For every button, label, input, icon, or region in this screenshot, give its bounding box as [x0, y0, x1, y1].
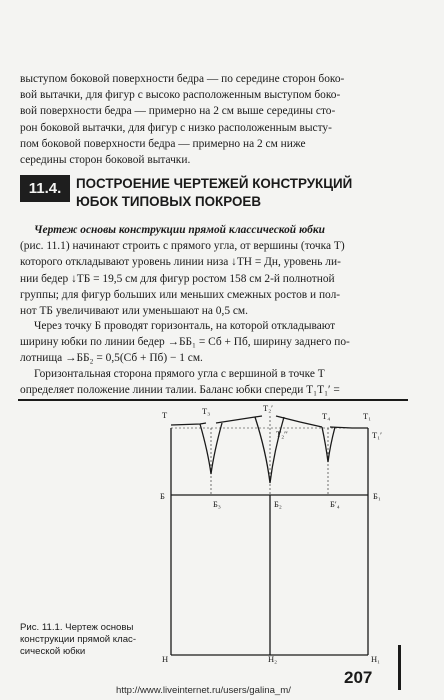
text-line: лотнища →ББ₂ = 0,5(Сб + Пб) − 1 см. — [20, 352, 203, 365]
text-line: вой вытачки, для фигур с высоко расположенным выступом боко- — [20, 89, 341, 102]
text-line: Горизонтальная сторона прямого угла с вершиной в точке Т — [34, 368, 325, 380]
label-T3: Т₃ — [202, 406, 211, 416]
text-line: которого откладывают уровень линии низа ↓ТН = Дн, уровень ли- — [20, 256, 341, 269]
front-dart — [322, 427, 335, 462]
text-line: группы; для фигур больших или меньших смежных ростов и пол- — [20, 288, 341, 301]
label-H2: Н₂ — [268, 654, 278, 664]
section-number: 11.4. — [20, 175, 70, 202]
text-line: нии бедер ↓ТБ = 19,5 см для фигур ростом 158 см 2-й полнотной — [20, 272, 335, 285]
caption-line: Рис. 11.1. Чертеж основы — [20, 622, 134, 633]
side-dart — [255, 417, 284, 483]
caption-line: сической юбки — [20, 646, 86, 657]
figure-caption — [20, 622, 160, 658]
text-line: пом боковой поверхности бедра — примерно на 2 см ниже — [20, 137, 306, 150]
text-line: рон боковой вытачки, для фигур с низко расположенным высту- — [20, 121, 332, 134]
label-B: Б — [160, 491, 165, 501]
page-number: 207 — [344, 668, 373, 687]
text-line: Через точку Б проводят горизонталь, на которой откладывают — [34, 320, 336, 332]
text-line: ширину юбки по линии бедер →ББ₁ = Сб + Пб, ширину заднего по- — [20, 336, 350, 349]
section-title-line: ПОСТРОЕНИЕ ЧЕРТЕЖЕЙ КОНСТРУКЦИЙ — [76, 176, 353, 191]
label-B2: Б₂ — [274, 499, 282, 509]
caption-line: конструкции прямой клас- — [20, 634, 137, 645]
label-B4prime: Б′₄ — [330, 499, 340, 509]
text-line: (рис. 11.1) начинают строить с прямого угла, от вершины (точка Т) — [20, 240, 345, 253]
source-watermark-url: http://www.liveinternet.ru/users/galina_m/ — [116, 685, 291, 696]
section-title-line: ЮБОК ТИПОВЫХ ПОКРОЕВ — [76, 194, 262, 209]
label-B1: Б₁ — [373, 491, 381, 501]
label-T1prime: Т₁′ — [372, 430, 383, 440]
text-line: середины сторон боковой вытачки. — [20, 154, 191, 167]
label-T2doubleprime: Т₂′′ — [276, 429, 288, 439]
label-T4: Т₄ — [322, 411, 331, 421]
label-T2prime: Т₂′ — [263, 403, 274, 413]
label-B3: Б₃ — [213, 499, 221, 509]
text-line: выступом боковой поверхности бедра — по середине сторон боко- — [20, 73, 345, 85]
page-marker-bar — [398, 645, 401, 690]
text-line: нот ТБ увеличивают или уменьшают на 0,5 см. — [20, 305, 248, 318]
text-line: определяет положение линии талии. Баланс юбки спереди Т₁Т₁′ = — [20, 384, 340, 397]
text-line: вой поверхности бедра — примерно на 2 см выше середины сто- — [20, 105, 336, 118]
pattern-outline — [171, 416, 368, 655]
lead-phrase: Чертеж основы конструкции прямой классической юбки — [34, 224, 325, 236]
label-T1: Т₁ — [363, 411, 372, 421]
figure-top-rule — [18, 399, 408, 401]
label-H1: Н₁ — [371, 654, 381, 664]
label-H: Н — [162, 654, 169, 664]
label-T: Т — [162, 410, 168, 420]
